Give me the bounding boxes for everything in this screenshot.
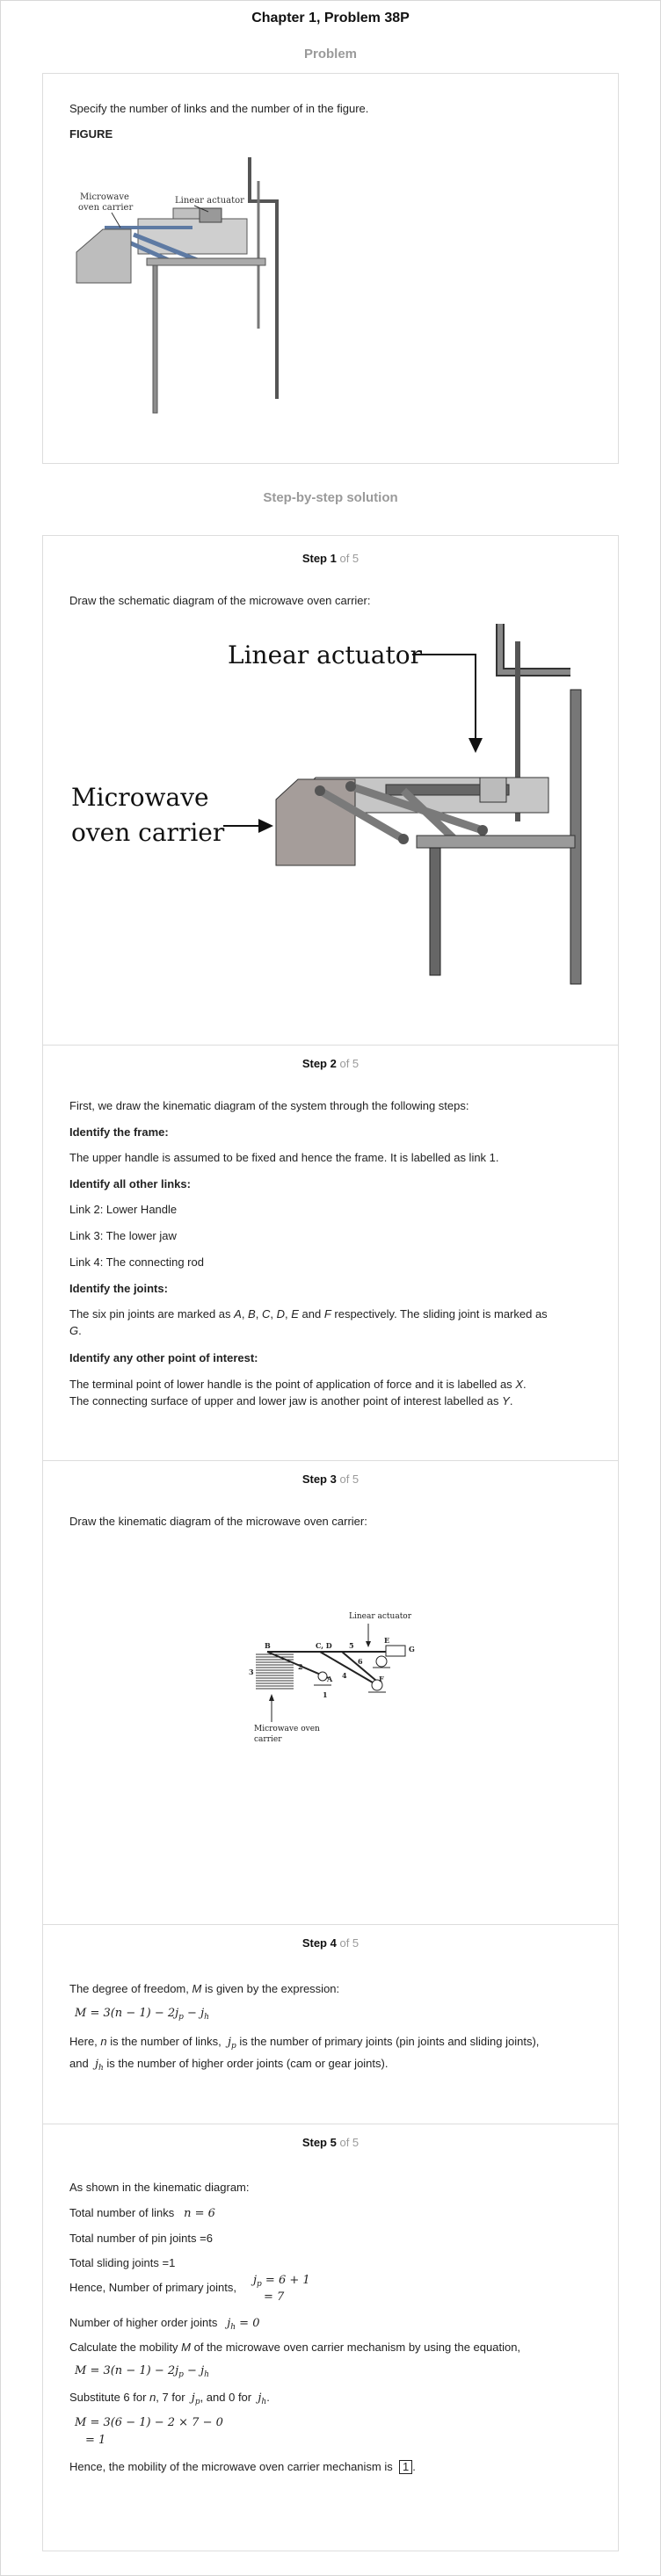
s5-calc-2: = 1 xyxy=(85,2434,106,2447)
s1-carrier-l2: oven carrier xyxy=(71,818,225,847)
link-4: Link 4: The connecting rod xyxy=(69,1255,204,1269)
step-3-figure xyxy=(245,1606,456,1791)
pt-CD: C, D xyxy=(316,1641,332,1650)
step-5-title: Step 5 xyxy=(301,2136,337,2149)
s5-final: Hence, the mobility of the microwave oven carrier mechanism is 1 . xyxy=(69,2460,416,2473)
s3-carrier-l2: carrier xyxy=(254,1735,282,1744)
step-1-title: Step 1 xyxy=(301,552,337,565)
s5-equation: $M = 3(n - 1) - 2j_p - j_h$ xyxy=(75,2364,209,2379)
pt-3: 3 xyxy=(249,1668,254,1676)
s5-line-2: Total number of links n = 6 xyxy=(69,2206,215,2220)
step-5-of: of 5 xyxy=(339,2136,360,2149)
step-2-heading xyxy=(43,1057,618,1070)
link-2: Link 2: Lower Handle xyxy=(69,1203,178,1216)
interest-heading: Identify any other point of interest: xyxy=(69,1351,258,1364)
s5-line-3: Total number of pin joints =6 xyxy=(69,2232,213,2245)
step-3-title: Step 3 xyxy=(301,1473,337,1486)
s5-line-5: Hence, Number of primary joints, xyxy=(69,2281,237,2294)
s5-line-4: Total sliding joints =1 xyxy=(69,2256,176,2269)
step-3-text: Draw the kinematic diagram of the microwave oven carrier: xyxy=(69,1515,367,1528)
pt-E: E xyxy=(384,1636,390,1645)
dof-equation: $M = 3(n - 1) - 2j_p - j_h$ xyxy=(75,2007,209,2022)
here-text: Here, n is the number of links, $j_p$ is the number of primary joints (pin joints and sliding joints), and $j_h$ is the number of higher order joints (cam or gear joints). xyxy=(69,2035,540,2073)
step-3-of: of 5 xyxy=(339,1473,360,1486)
step-4-title: Step 4 xyxy=(301,1936,337,1950)
s5-calc-1: M = 3(6 − 1) − 2 × 7 − 0 xyxy=(75,2416,223,2429)
problem-label: Problem xyxy=(303,47,357,62)
step-2-title: Step 2 xyxy=(301,1057,337,1070)
step-1-card xyxy=(42,535,619,1046)
fig-carrier-l1: Microwave xyxy=(80,192,129,202)
s1-carrier-l1: Microwave xyxy=(71,783,209,812)
problem-text: Specify the number of links and the number of in the figure. xyxy=(69,102,369,115)
s1-actuator-label: Linear actuator xyxy=(228,640,422,669)
step-5-card xyxy=(42,2124,619,2551)
final-answer-box: 1 xyxy=(399,2460,412,2474)
pt-5: 5 xyxy=(349,1641,354,1650)
page-title: Chapter 1, Problem 38P xyxy=(251,11,410,25)
step-2-card xyxy=(42,1045,619,1462)
link-3: Link 3: The lower jaw xyxy=(69,1229,177,1242)
step-2-intro: First, we draw the kinematic diagram of the system through the following steps: xyxy=(69,1099,469,1112)
s5-primary-eq-2: = 7 xyxy=(264,2290,285,2304)
s3-actuator-label: Linear actuator xyxy=(349,1612,412,1621)
links-heading: Identify all other links: xyxy=(69,1177,191,1190)
joints-heading: Identify the joints: xyxy=(69,1282,168,1295)
pt-B: B xyxy=(265,1641,271,1650)
step-4-heading xyxy=(43,1936,618,1950)
step-4-of: of 5 xyxy=(339,1936,360,1950)
pt-6: 6 xyxy=(358,1657,363,1666)
frame-text: The upper handle is assumed to be fixed and hence the frame. It is labelled as link 1. xyxy=(69,1151,499,1164)
pt-F: F xyxy=(379,1675,384,1683)
fig-actuator: Linear actuator xyxy=(175,196,244,206)
pt-1: 1 xyxy=(323,1690,328,1699)
interest-text-1: The terminal point of lower handle is the point of application of force and it is labelled as X. xyxy=(69,1378,527,1391)
pt-2: 2 xyxy=(298,1662,303,1671)
step-1-heading xyxy=(43,552,618,565)
figure-label: FIGURE xyxy=(69,127,113,141)
step-5-heading xyxy=(43,2136,618,2149)
frame-heading: Identify the frame: xyxy=(69,1125,169,1139)
joints-text: The six pin joints are marked as A, B, C, D, E and F respectively. The sliding joint is marked as G. xyxy=(69,1307,548,1337)
s3-carrier-l1: Microwave oven xyxy=(254,1725,320,1733)
pt-4: 4 xyxy=(342,1671,347,1680)
step-3-heading xyxy=(43,1473,618,1486)
interest-text-2: The connecting surface of upper and lower jaw is another point of interest labelled as Y. xyxy=(69,1394,513,1407)
solution-label: Step-by-step solution xyxy=(263,490,398,505)
s5-primary-eq-1: $j_p = 6 + 1$ xyxy=(253,2274,310,2289)
pt-G: G xyxy=(409,1645,415,1653)
step-1-figure xyxy=(43,611,618,1024)
dof-text: The degree of freedom, M is given by the expression: xyxy=(69,1982,340,1995)
s5-line-1: As shown in the kinematic diagram: xyxy=(69,2181,250,2194)
step-2-of: of 5 xyxy=(339,1057,360,1070)
fig-carrier-l2: oven carrier xyxy=(78,203,134,213)
problem-figure xyxy=(69,157,316,438)
s5-line-8: Substitute 6 for n, 7 for $j_p$, and 0 for $j_h$. xyxy=(69,2391,270,2406)
problem-card xyxy=(42,73,619,464)
step-4-card xyxy=(42,1924,619,2125)
pt-A: A xyxy=(327,1675,333,1683)
s5-line-6: Number of higher order joints $j_h = 0$ xyxy=(69,2316,260,2332)
step-3-card xyxy=(42,1460,619,1926)
step-1-of: of 5 xyxy=(339,552,360,565)
s5-line-7: Calculate the mobility M of the microwave oven carrier mechanism by using the equation, xyxy=(69,2341,521,2354)
step-1-text: Draw the schematic diagram of the microwave oven carrier: xyxy=(69,594,371,607)
